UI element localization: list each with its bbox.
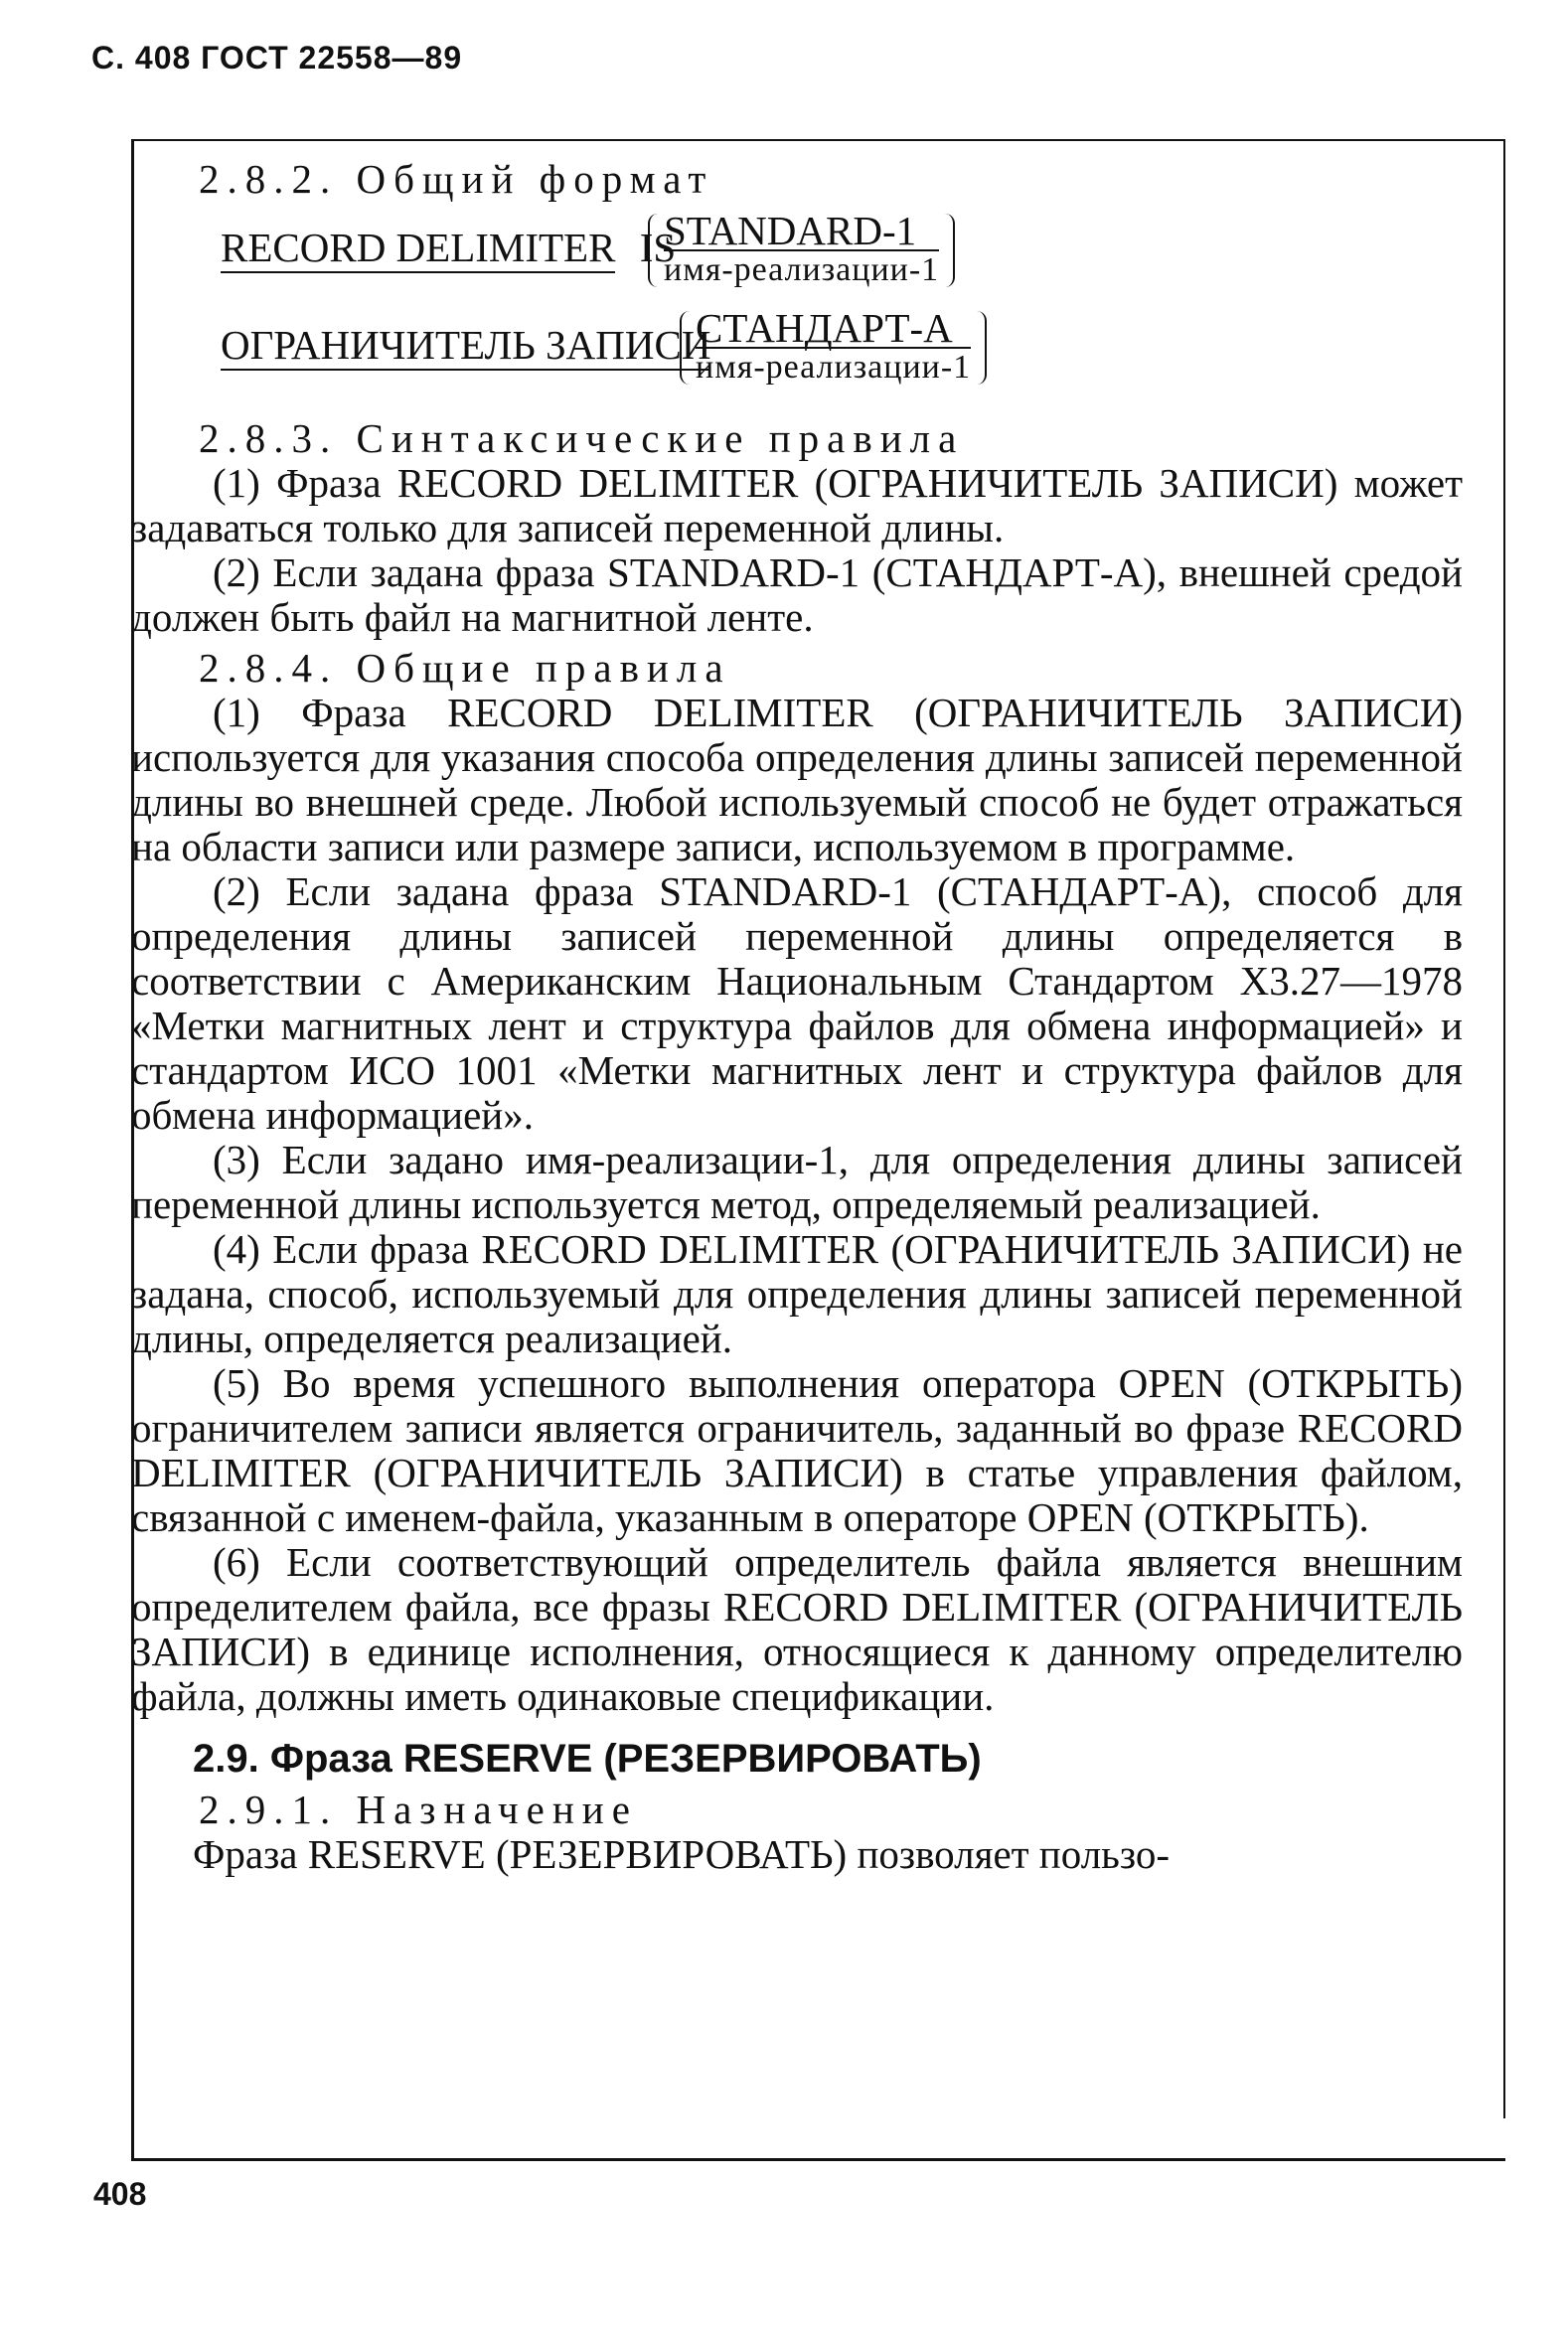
option-standard-a: СТАНДАРТ-А (696, 309, 971, 349)
section-284-heading: 2.8.4. Общие правила (199, 645, 731, 691)
section-291-heading: 2.9.1. Назначение (199, 1787, 638, 1832)
general-rule-5: (5) Во время успешного выполнения оператора OPEN (ОТКРЫТЬ) ограничителем записи является ограничитель, заданный во фразе RECORD DELIMITER (ОГРАНИЧИТЕЛЬ ЗАПИСИ) в статье управления файлом, связанной с именем-файла, указанным в операторе OPEN (ОТКРЫТЬ). (131, 1360, 1463, 1540)
syntax-rule-2: (2) Если задана фраза STANDARD-1 (СТАНДАРТ-А), внешней средой должен быть файл на магнитной ленте. (131, 549, 1463, 640)
choice-en (648, 208, 955, 289)
syntax-rule-1: (1) Фраза RECORD DELIMITER (ОГРАНИЧИТЕЛЬ ЗАПИСИ) может задаваться только для записей переменной длины. (131, 460, 1463, 550)
general-rule-1: (1) Фраза RECORD DELIMITER (ОГРАНИЧИТЕЛЬ ЗАПИСИ) используется для указания способа определения длины записей переменной длины во внешней среде. Любой используемый способ не будет отражаться на области записи или размере записи, используемом в программе. (131, 690, 1463, 869)
section-29-title: 2.9. Фраза RESERVE (РЕЗЕРВИРОВАТЬ) (193, 1737, 982, 1781)
general-rule-4: (4) Если фраза RECORD DELIMITER (ОГРАНИЧИТЕЛЬ ЗАПИСИ) не задана, способ, используемый для определения длины записей переменной длины, определяется реализацией. (131, 1226, 1463, 1361)
format-row-en (221, 226, 676, 270)
option-standard-1: STANDARD-1 (664, 212, 939, 251)
page-number: 408 (93, 2176, 147, 2212)
right-brace-icon (975, 311, 987, 385)
choice-ru (680, 305, 987, 387)
general-format-block (131, 208, 1463, 410)
format-connector: IS (639, 225, 677, 270)
general-rule-6: (6) Если соответствующий определитель файла является внешним определителем файла, все фразы RECORD DELIMITER (ОГРАНИЧИТЕЛЬ ЗАПИСИ) в единице исполнения, относящиеся к данному определителю файла, должны иметь одинаковые спецификации. (131, 1539, 1463, 1719)
format-keyword-ru: ОГРАНИЧИТЕЛЬ ЗАПИСИ (221, 322, 710, 371)
running-title: С. 408 ГОСТ 22558—89 (91, 40, 463, 76)
general-rule-2: (2) Если задана фраза STANDARD-1 (СТАНДАРТ-А), способ для определения длины записей переменной длины определяется в соответствии с Американским Национальным Стандартом X3.27—1978 «Метки магнитных лент и структура файлов для обмена информацией» и стандартом ИСО 1001 «Метки магнитных лент и структура файлов для обмена информацией». (131, 868, 1463, 1138)
format-keyword-en: RECORD DELIMITER (221, 225, 615, 273)
option-impl-name-ru: имя-реализации-1 (696, 349, 972, 386)
right-brace-icon (943, 214, 955, 287)
general-rule-3: (3) Если задано имя-реализации-1, для определения длины записей переменной длины используется метод, определяемый реализацией. (131, 1137, 1463, 1227)
format-row-ru (221, 323, 710, 368)
section-283-heading: 2.8.3. Синтаксические правила (199, 415, 965, 461)
left-brace-icon (648, 214, 660, 287)
section-29-text: Фраза RESERVE (РЕЗЕРВИРОВАТЬ) позволяет пользо- (193, 1831, 1170, 1877)
left-brace-icon (680, 311, 692, 385)
option-impl-name-en: имя-реализации-1 (664, 251, 940, 288)
page-body (131, 151, 1463, 1877)
section-282-heading: 2.8.2. Общий формат (199, 156, 714, 202)
